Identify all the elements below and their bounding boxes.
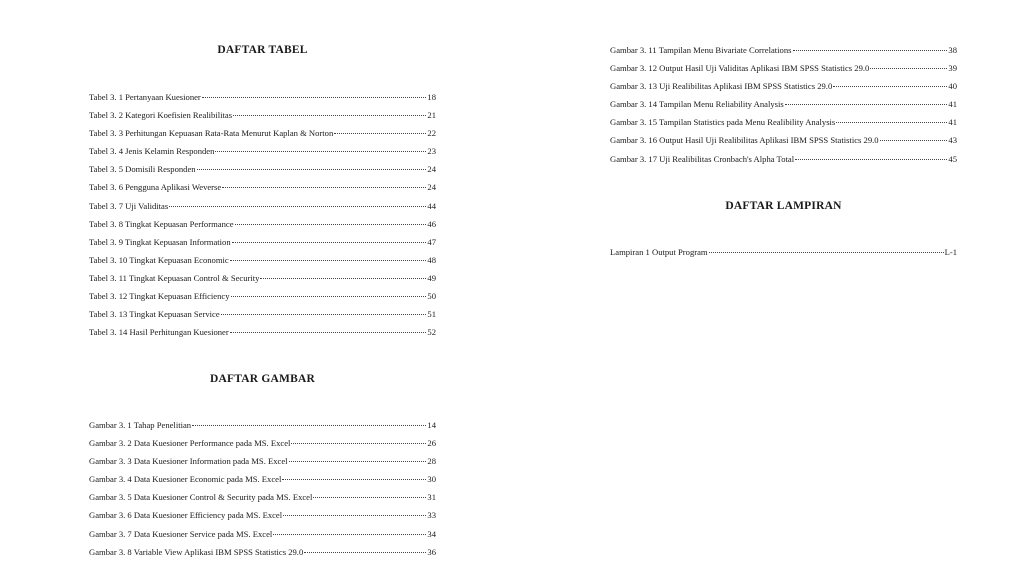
tabel-entry-page-number: 23 <box>427 146 436 157</box>
tabel-entry[interactable] <box>89 251 436 269</box>
dot-leader <box>313 497 426 498</box>
gambar-entry-label: Gambar 3. 16 Output Hasil Uji Realibilitas Aplikasi IBM SPSS Statistics 29.0 <box>610 135 879 146</box>
gambar-entry[interactable] <box>610 77 957 95</box>
tabel-entry-page-number: 50 <box>427 291 436 302</box>
dot-leader <box>795 159 947 160</box>
tabel-entry-label: Tabel 3. 13 Tingkat Kepuasan Service <box>89 309 220 320</box>
gambar-entry-page-number: 41 <box>948 117 957 128</box>
tabel-entry[interactable] <box>89 215 436 233</box>
tabel-entry-label: Tabel 3. 11 Tingkat Kepuasan Control & Security <box>89 272 260 283</box>
gambar-entry-page-number: 40 <box>948 81 957 92</box>
gambar-entry-page-number: 34 <box>427 528 436 539</box>
gambar-entry[interactable] <box>89 488 436 506</box>
gambar-entry[interactable] <box>610 113 957 131</box>
daftar-gambar-list <box>89 416 436 561</box>
lampiran-entry-label: Lampiran 1 Output Program <box>610 247 708 257</box>
dot-leader <box>833 86 947 87</box>
dot-leader <box>230 332 427 333</box>
gambar-entry-page-number: 38 <box>948 45 957 55</box>
daftar-gambar-list-continued <box>610 41 957 168</box>
tabel-entry-label: Tabel 3. 7 Uji Validitas <box>89 200 169 211</box>
tabel-entry[interactable] <box>89 305 436 323</box>
dot-leader <box>260 278 426 279</box>
tabel-entry[interactable] <box>89 142 436 160</box>
tabel-entry-label: Tabel 3. 10 Tingkat Kepuasan Economic <box>89 254 229 265</box>
lampiran-entry[interactable] <box>610 243 957 261</box>
gambar-entry-label: Gambar 3. 15 Tampilan Statistics pada Menu Realibility Analysis <box>610 117 836 128</box>
tabel-entry-page-number: 44 <box>427 200 436 211</box>
gambar-entry-label: Gambar 3. 4 Data Kuesioner Economic pada MS. Excel <box>89 474 282 485</box>
dot-leader <box>291 443 426 444</box>
tabel-entry-page-number: 21 <box>427 110 436 121</box>
gambar-entry[interactable] <box>89 452 436 470</box>
dot-leader <box>169 206 426 207</box>
dot-leader <box>192 425 426 426</box>
gambar-entry[interactable] <box>89 416 436 434</box>
daftar-tabel-heading: DAFTAR TABEL <box>217 44 308 56</box>
gambar-entry[interactable] <box>89 470 436 488</box>
tabel-entry[interactable] <box>89 88 436 106</box>
tabel-entry-page-number: 24 <box>427 182 436 193</box>
tabel-entry[interactable] <box>89 197 436 215</box>
dot-leader <box>304 552 426 553</box>
dot-leader <box>793 50 948 51</box>
tabel-entry[interactable] <box>89 233 436 251</box>
tabel-entry-label: Tabel 3. 6 Pengguna Aplikasi Weverse <box>89 182 222 193</box>
dot-leader <box>230 260 427 261</box>
daftar-lampiran-heading: DAFTAR LAMPIRAN <box>725 200 842 212</box>
tabel-entry-page-number: 51 <box>427 309 436 320</box>
gambar-entry-label: Gambar 3. 8 Variable View Aplikasi IBM SPSS Statistics 29.0 <box>89 546 304 557</box>
gambar-entry[interactable] <box>89 525 436 543</box>
dot-leader <box>870 68 947 69</box>
tabel-entry-label: Tabel 3. 1 Pertanyaan Kuesioner <box>89 92 201 102</box>
gambar-entry-page-number: 45 <box>948 153 957 164</box>
daftar-gambar-heading: DAFTAR GAMBAR <box>210 373 315 385</box>
dot-leader <box>273 534 426 535</box>
daftar-tabel-list <box>89 88 436 341</box>
gambar-entry-label: Gambar 3. 6 Data Kuesioner Efficiency pada MS. Excel <box>89 510 283 521</box>
dot-leader <box>283 515 426 516</box>
tabel-entry-label: Tabel 3. 8 Tingkat Kepuasan Performance <box>89 218 234 229</box>
dot-leader <box>221 314 427 315</box>
dot-leader <box>334 133 426 134</box>
tabel-entry-page-number: 46 <box>427 218 436 229</box>
gambar-entry[interactable] <box>89 543 436 561</box>
dot-leader <box>709 252 944 253</box>
tabel-entry-label: Tabel 3. 5 Domisili Responden <box>89 164 196 175</box>
gambar-entry-label: Gambar 3. 1 Tahap Penelitian <box>89 420 192 430</box>
dot-leader <box>231 296 427 297</box>
gambar-entry[interactable] <box>89 506 436 524</box>
dot-leader <box>235 224 427 225</box>
tabel-entry[interactable] <box>89 323 436 341</box>
gambar-entry-label: Gambar 3. 12 Output Hasil Uji Validitas Aplikasi IBM SPSS Statistics 29.0 <box>610 63 870 74</box>
gambar-entry-label: Gambar 3. 5 Data Kuesioner Control & Security pada MS. Excel <box>89 492 313 503</box>
gambar-entry-label: Gambar 3. 3 Data Kuesioner Information pada MS. Excel <box>89 456 288 467</box>
gambar-entry-page-number: 26 <box>427 438 436 449</box>
tabel-entry-label: Tabel 3. 14 Hasil Perhitungan Kuesioner <box>89 327 229 338</box>
tabel-entry-page-number: 22 <box>427 128 436 139</box>
tabel-entry-page-number: 24 <box>427 164 436 175</box>
gambar-entry-page-number: 43 <box>948 135 957 146</box>
tabel-entry-label: Tabel 3. 9 Tingkat Kepuasan Information <box>89 236 231 247</box>
dot-leader <box>880 140 948 141</box>
dot-leader <box>233 115 426 116</box>
lampiran-entry-page-number: L-1 <box>944 247 957 257</box>
tabel-entry[interactable] <box>89 106 436 124</box>
gambar-entry-page-number: 41 <box>948 99 957 110</box>
gambar-entry-label: Gambar 3. 2 Data Kuesioner Performance pada MS. Excel <box>89 438 291 449</box>
gambar-entry[interactable] <box>610 150 957 168</box>
dot-leader <box>202 97 427 98</box>
tabel-entry-label: Tabel 3. 4 Jenis Kelamin Responden <box>89 146 215 157</box>
gambar-entry-page-number: 36 <box>427 546 436 557</box>
dot-leader <box>836 122 947 123</box>
dot-leader <box>785 104 948 105</box>
gambar-entry[interactable] <box>89 434 436 452</box>
dot-leader <box>282 479 426 480</box>
gambar-entry-page-number: 14 <box>427 420 436 430</box>
gambar-entry[interactable] <box>610 95 957 113</box>
gambar-entry[interactable] <box>610 59 957 77</box>
gambar-entry[interactable] <box>610 41 957 59</box>
tabel-entry-page-number: 52 <box>427 327 436 338</box>
dot-leader <box>232 242 427 243</box>
gambar-entry-label: Gambar 3. 13 Uji Realibilitas Aplikasi IBM SPSS Statistics 29.0 <box>610 81 833 92</box>
dot-leader <box>215 151 426 152</box>
gambar-entry-page-number: 39 <box>948 63 957 74</box>
tabel-entry-label: Tabel 3. 2 Kategori Koefisien Realibilitas <box>89 110 233 121</box>
gambar-entry-page-number: 28 <box>427 456 436 467</box>
tabel-entry-label: Tabel 3. 3 Perhitungan Kepuasan Rata-Rata Menurut Kaplan & Norton <box>89 128 334 139</box>
gambar-entry[interactable] <box>610 131 957 149</box>
dot-leader <box>289 461 427 462</box>
dot-leader <box>197 169 427 170</box>
gambar-entry-page-number: 33 <box>427 510 436 521</box>
tabel-entry-page-number: 18 <box>427 92 436 102</box>
tabel-entry-label: Tabel 3. 12 Tingkat Kepuasan Efficiency <box>89 291 230 302</box>
gambar-entry-label: Gambar 3. 17 Uji Realibilitas Cronbach's Alpha Total <box>610 153 795 164</box>
gambar-entry-page-number: 31 <box>427 492 436 503</box>
gambar-entry-page-number: 30 <box>427 474 436 485</box>
dot-leader <box>222 187 426 188</box>
tabel-entry-page-number: 47 <box>427 236 436 247</box>
tabel-entry[interactable] <box>89 178 436 196</box>
tabel-entry-page-number: 49 <box>427 272 436 283</box>
tabel-entry[interactable] <box>89 269 436 287</box>
daftar-lampiran-list <box>610 243 957 261</box>
tabel-entry[interactable] <box>89 124 436 142</box>
tabel-entry[interactable] <box>89 160 436 178</box>
gambar-entry-label: Gambar 3. 14 Tampilan Menu Reliability Analysis <box>610 99 784 110</box>
gambar-entry-label: Gambar 3. 11 Tampilan Menu Bivariate Correlations <box>610 45 792 55</box>
tabel-entry-page-number: 48 <box>427 254 436 265</box>
tabel-entry[interactable] <box>89 287 436 305</box>
gambar-entry-label: Gambar 3. 7 Data Kuesioner Service pada MS. Excel <box>89 528 273 539</box>
